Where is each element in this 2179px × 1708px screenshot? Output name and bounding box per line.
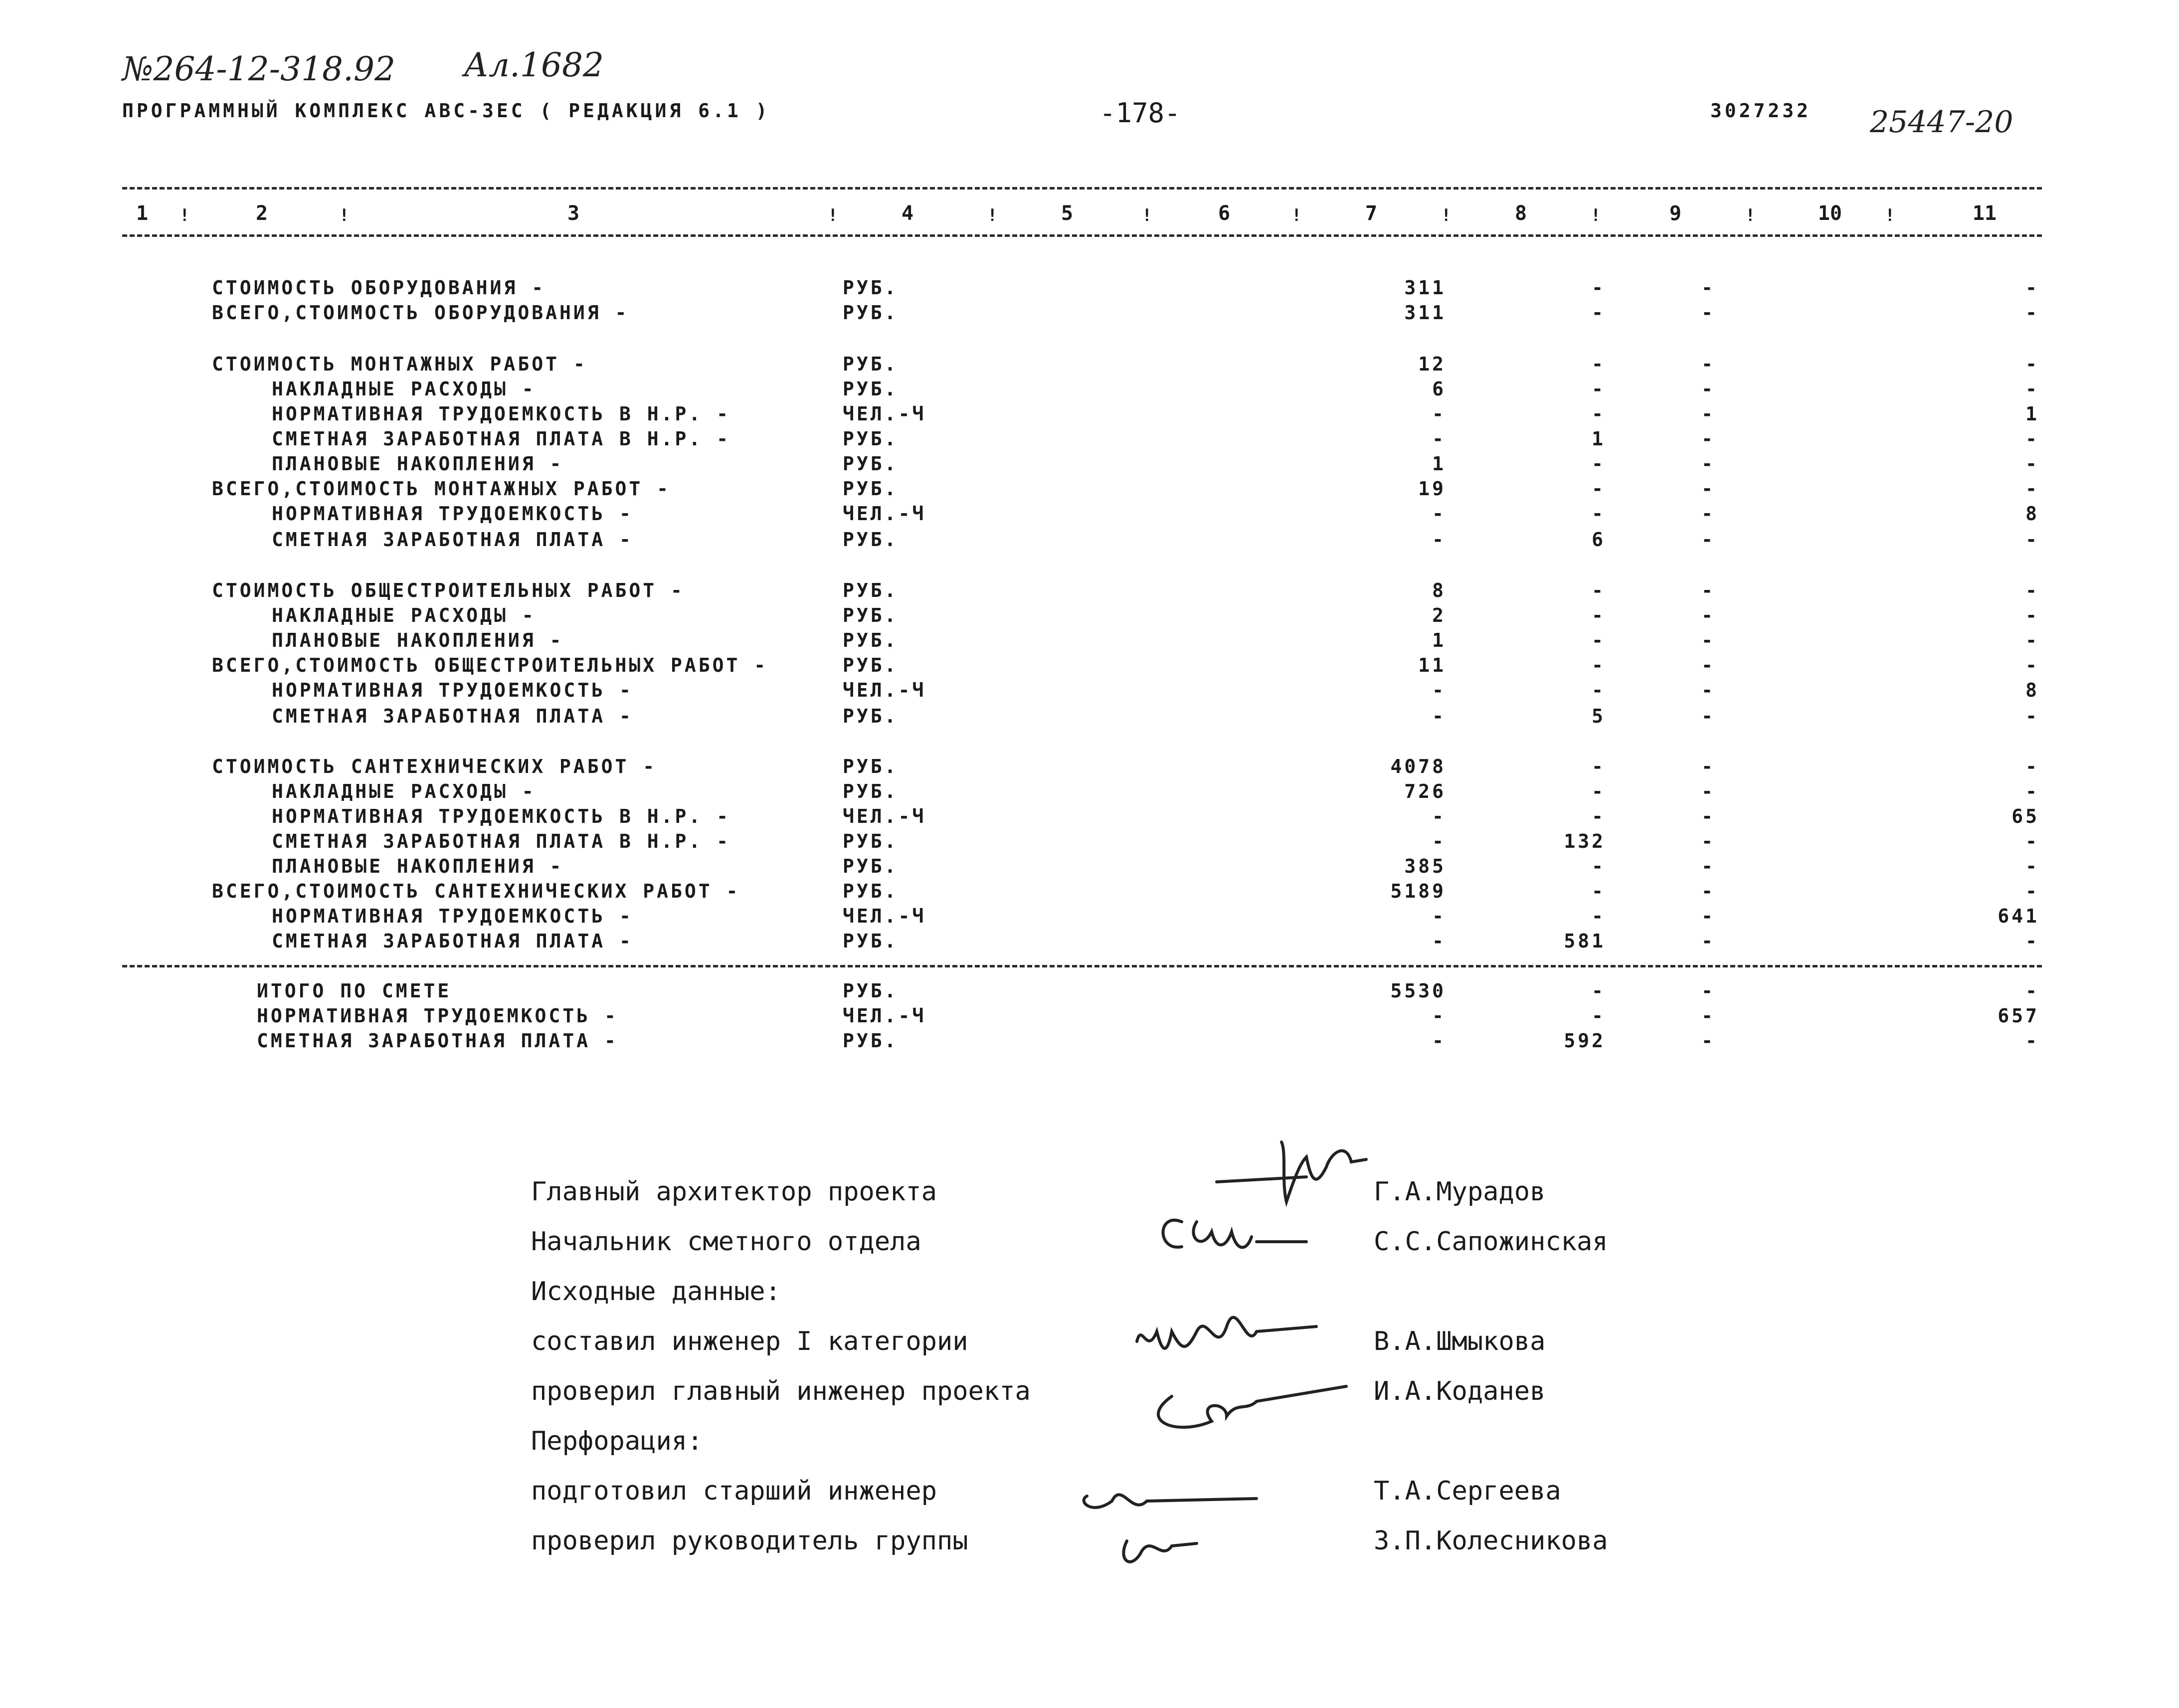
row-unit: РУБ.	[843, 705, 899, 727]
cell-col-9: -	[1701, 1030, 1715, 1052]
page-number: -178-	[1099, 97, 1181, 129]
cell-col-7: 1	[1432, 453, 1446, 475]
cell-col-7: -	[1432, 805, 1446, 827]
cell-col-9: -	[1701, 705, 1715, 727]
table-row	[0, 880, 2179, 905]
cell-col-9: -	[1701, 1005, 1715, 1027]
row-unit: РУБ.	[843, 277, 899, 299]
cell-col-7: -	[1432, 529, 1446, 551]
row-unit: РУБ.	[843, 302, 899, 324]
cell-col-8: -	[1592, 403, 1606, 425]
column-separator: !	[1291, 205, 1302, 225]
cell-col-8: -	[1592, 302, 1606, 324]
cell-col-9: -	[1701, 679, 1715, 701]
row-label: ВСЕГО,СТОИМОСТЬ САНТЕХНИЧЕСКИХ РАБОТ -	[212, 880, 740, 902]
cell-col-8: 132	[1564, 830, 1606, 852]
table-row	[0, 302, 2179, 327]
cell-col-11: -	[2025, 353, 2039, 375]
table-row	[0, 780, 2179, 805]
cell-col-11: -	[2025, 277, 2039, 299]
table-row	[0, 930, 2179, 955]
cell-col-7: 385	[1404, 855, 1446, 877]
cell-col-11: -	[2025, 428, 2039, 450]
cell-col-9: -	[1701, 579, 1715, 601]
row-label: НОРМАТИВНАЯ ТРУДОЕМКОСТЬ -	[272, 503, 633, 525]
table-row	[0, 805, 2179, 830]
signature-role: Перфорация:	[531, 1426, 703, 1456]
row-unit: РУБ.	[843, 855, 899, 877]
cell-col-9: -	[1701, 302, 1715, 324]
row-label: НОРМАТИВНАЯ ТРУДОЕМКОСТЬ -	[257, 1005, 618, 1027]
signature-role: Исходные данные:	[531, 1277, 781, 1307]
column-number-5: 5	[1061, 202, 1074, 225]
cell-col-8: 592	[1564, 1030, 1606, 1052]
column-separator: !	[1441, 205, 1452, 225]
cell-col-11: -	[2025, 529, 2039, 551]
cell-col-11: 1	[2025, 403, 2039, 425]
row-label: ПЛАНОВЫЕ НАКОПЛЕНИЯ -	[272, 629, 564, 651]
row-label: СМЕТНАЯ ЗАРАБОТНАЯ ПЛАТА -	[272, 529, 633, 551]
cell-col-11: -	[2025, 604, 2039, 626]
signature-shmykova-icon	[1137, 1318, 1316, 1348]
signature-muradov-icon	[1217, 1142, 1366, 1202]
column-number-10: 10	[1817, 202, 1842, 225]
column-number-8: 8	[1514, 202, 1527, 225]
row-unit: ЧЕЛ.-Ч	[843, 679, 926, 701]
row-unit: РУБ.	[843, 428, 899, 450]
row-unit: РУБ.	[843, 629, 899, 651]
signature-role: проверил главный инженер проекта	[531, 1376, 1031, 1406]
cell-col-11: -	[2025, 880, 2039, 902]
cell-col-8: 581	[1564, 930, 1606, 952]
cell-col-9: -	[1701, 805, 1715, 827]
row-unit: ЧЕЛ.-Ч	[843, 805, 926, 827]
table-row	[0, 629, 2179, 654]
cell-col-8: -	[1592, 277, 1606, 299]
row-unit: РУБ.	[843, 378, 899, 400]
table-top-rule	[122, 187, 2042, 190]
row-unit: РУБ.	[843, 654, 899, 676]
cell-col-7: -	[1432, 930, 1446, 952]
cell-col-8: 5	[1592, 705, 1606, 727]
row-label: СТОИМОСТЬ МОНТАЖНЫХ РАБОТ -	[212, 353, 587, 375]
row-label: ИТОГО ПО СМЕТЕ	[257, 980, 452, 1002]
cell-col-11: -	[2025, 378, 2039, 400]
cell-col-7: 12	[1418, 353, 1446, 375]
cell-col-11: -	[2025, 830, 2039, 852]
cell-col-7: 6	[1432, 378, 1446, 400]
cell-col-9: -	[1701, 905, 1715, 927]
table-row	[0, 905, 2179, 930]
signature-role: Главный архитектор проекта	[531, 1177, 937, 1207]
cell-col-8: -	[1592, 679, 1606, 701]
cell-col-11: -	[2025, 780, 2039, 802]
cell-col-7: -	[1432, 403, 1446, 425]
column-separator: !	[828, 205, 838, 225]
cell-col-8: -	[1592, 353, 1606, 375]
totals-separator-rule	[122, 965, 2042, 967]
signature-sergeeva-icon	[1084, 1495, 1257, 1508]
column-number-1: 1	[136, 202, 149, 225]
cell-col-7: 311	[1404, 302, 1446, 324]
row-unit: РУБ.	[843, 453, 899, 475]
cell-col-11: 8	[2025, 503, 2039, 525]
cell-col-9: -	[1701, 780, 1715, 802]
signatory-name: В.А.Шмыкова	[1374, 1327, 1546, 1356]
cell-col-7: 8	[1432, 579, 1446, 601]
row-unit: РУБ.	[843, 756, 899, 777]
cell-col-9: -	[1701, 930, 1715, 952]
row-label: НОРМАТИВНАЯ ТРУДОЕМКОСТЬ В Н.Р. -	[272, 805, 730, 827]
cell-col-9: -	[1701, 756, 1715, 777]
column-separator: !	[339, 205, 350, 225]
cell-col-9: -	[1701, 403, 1715, 425]
cell-col-9: -	[1701, 378, 1715, 400]
cell-col-8: -	[1592, 478, 1606, 500]
cell-col-9: -	[1701, 353, 1715, 375]
signature-kolesnikova-icon	[1123, 1541, 1197, 1562]
cell-col-7: 4078	[1390, 756, 1446, 777]
cell-col-11: 641	[1997, 905, 2039, 927]
cell-col-11: -	[2025, 930, 2039, 952]
table-row	[0, 855, 2179, 880]
row-unit: РУБ.	[843, 830, 899, 852]
cell-col-7: 2	[1432, 604, 1446, 626]
column-separator: !	[1591, 205, 1601, 225]
row-unit: РУБ.	[843, 930, 899, 952]
column-separator: !	[180, 205, 190, 225]
cell-col-11: -	[2025, 855, 2039, 877]
cell-col-7: -	[1432, 679, 1446, 701]
cell-col-8: -	[1592, 1005, 1606, 1027]
cell-col-7: -	[1432, 1030, 1446, 1052]
cell-col-11: -	[2025, 705, 2039, 727]
row-label: НОРМАТИВНАЯ ТРУДОЕМКОСТЬ -	[272, 679, 633, 701]
column-number-9: 9	[1669, 202, 1682, 225]
row-label: НАКЛАДНЫЕ РАСХОДЫ -	[272, 378, 536, 400]
handwritten-archive-number: 25447-20	[1870, 105, 2013, 140]
signature-kodanev-icon	[1158, 1386, 1346, 1427]
table-row	[0, 353, 2179, 378]
table-header-rule	[122, 234, 2042, 237]
table-row	[0, 503, 2179, 528]
cell-col-11: 657	[1997, 1005, 2039, 1027]
cell-col-11: -	[2025, 478, 2039, 500]
cell-col-9: -	[1701, 604, 1715, 626]
cell-col-8: -	[1592, 805, 1606, 827]
row-label: СМЕТНАЯ ЗАРАБОТНАЯ ПЛАТА В Н.Р. -	[272, 830, 730, 852]
table-row	[0, 403, 2179, 428]
row-unit: РУБ.	[843, 1030, 899, 1052]
cell-col-7: 726	[1404, 780, 1446, 802]
row-unit: ЧЕЛ.-Ч	[843, 403, 926, 425]
cell-col-9: -	[1701, 629, 1715, 651]
signatory-name: Т.А.Сергеева	[1374, 1476, 1561, 1506]
cell-col-8: -	[1592, 604, 1606, 626]
row-unit: РУБ.	[843, 780, 899, 802]
table-row	[0, 830, 2179, 855]
cell-col-11: -	[2025, 302, 2039, 324]
row-label: НАКЛАДНЫЕ РАСХОДЫ -	[272, 604, 536, 626]
row-unit: РУБ.	[843, 579, 899, 601]
column-number-3: 3	[567, 202, 580, 225]
cell-col-7: -	[1432, 1005, 1446, 1027]
signature-role: подготовил старший инженер	[531, 1476, 937, 1506]
column-number-4: 4	[901, 202, 914, 225]
table-row	[0, 980, 2179, 1005]
row-unit: ЧЕЛ.-Ч	[843, 1005, 926, 1027]
row-label: НАКЛАДНЫЕ РАСХОДЫ -	[272, 780, 536, 802]
column-separator: !	[987, 205, 998, 225]
row-label: СМЕТНАЯ ЗАРАБОТНАЯ ПЛАТА В Н.Р. -	[272, 428, 730, 450]
row-label: ПЛАНОВЫЕ НАКОПЛЕНИЯ -	[272, 855, 564, 877]
table-row	[0, 378, 2179, 403]
signatory-name: И.А.Коданев	[1374, 1376, 1546, 1406]
cell-col-9: -	[1701, 855, 1715, 877]
cell-col-8: -	[1592, 579, 1606, 601]
cell-col-7: 11	[1418, 654, 1446, 676]
cell-col-7: -	[1432, 428, 1446, 450]
cell-col-7: -	[1432, 705, 1446, 727]
table-row	[0, 679, 2179, 704]
row-label: СТОИМОСТЬ ОБОРУДОВАНИЯ -	[212, 277, 546, 299]
cell-col-11: -	[2025, 453, 2039, 475]
table-row	[0, 654, 2179, 679]
cell-col-8: -	[1592, 780, 1606, 802]
row-unit: ЧЕЛ.-Ч	[843, 503, 926, 525]
cell-col-9: -	[1701, 453, 1715, 475]
table-row	[0, 428, 2179, 453]
table-row	[0, 705, 2179, 730]
row-unit: РУБ.	[843, 880, 899, 902]
column-separator: !	[1885, 205, 1895, 225]
cell-col-7: 5189	[1390, 880, 1446, 902]
cell-col-7: -	[1432, 905, 1446, 927]
cell-col-7: -	[1432, 503, 1446, 525]
table-row	[0, 453, 2179, 478]
table-row	[0, 478, 2179, 503]
cell-col-11: -	[2025, 654, 2039, 676]
cell-col-11: -	[2025, 980, 2039, 1002]
cell-col-11: 65	[2011, 805, 2039, 827]
cell-col-9: -	[1701, 478, 1715, 500]
cell-col-8: -	[1592, 855, 1606, 877]
row-unit: РУБ.	[843, 604, 899, 626]
cell-col-11: -	[2025, 756, 2039, 777]
signature-role: Начальник сметного отдела	[531, 1227, 921, 1257]
cell-col-8: -	[1592, 980, 1606, 1002]
cell-col-9: -	[1701, 529, 1715, 551]
cell-col-11: -	[2025, 579, 2039, 601]
cell-col-7: -	[1432, 830, 1446, 852]
cell-col-9: -	[1701, 830, 1715, 852]
cell-col-9: -	[1701, 880, 1715, 902]
row-label: НОРМАТИВНАЯ ТРУДОЕМКОСТЬ -	[272, 905, 633, 927]
cell-col-7: 5530	[1390, 980, 1446, 1002]
row-unit: РУБ.	[843, 478, 899, 500]
cell-col-8: -	[1592, 453, 1606, 475]
table-row	[0, 756, 2179, 780]
signature-sapozhinskaya-icon	[1163, 1220, 1307, 1248]
column-number-2: 2	[255, 202, 268, 225]
row-label: СМЕТНАЯ ЗАРАБОТНАЯ ПЛАТА -	[272, 930, 633, 952]
cell-col-11: -	[2025, 629, 2039, 651]
row-label: ВСЕГО,СТОИМОСТЬ ОБОРУДОВАНИЯ -	[212, 302, 629, 324]
cell-col-8: -	[1592, 756, 1606, 777]
cell-col-7: 19	[1418, 478, 1446, 500]
column-separator: !	[1142, 205, 1152, 225]
program-title: ПРОГРАММНЫЙ КОМПЛЕКС АВС-ЗЕС ( РЕДАКЦИЯ 6.1 )	[122, 100, 770, 122]
row-unit: РУБ.	[843, 353, 899, 375]
signatory-name: З.П.Колесникова	[1374, 1526, 1608, 1556]
signature-marks	[1047, 1122, 1396, 1571]
cell-col-8: -	[1592, 378, 1606, 400]
signature-role: составил инженер I категории	[531, 1327, 968, 1356]
column-separator: !	[1745, 205, 1756, 225]
cell-col-8: -	[1592, 905, 1606, 927]
table-row	[0, 1030, 2179, 1055]
row-label: СТОИМОСТЬ САНТЕХНИЧЕСКИХ РАБОТ -	[212, 756, 657, 777]
table-row	[0, 579, 2179, 604]
signatory-name: Г.А.Мурадов	[1374, 1177, 1546, 1207]
cell-col-8: -	[1592, 503, 1606, 525]
row-label: НОРМАТИВНАЯ ТРУДОЕМКОСТЬ В Н.Р. -	[272, 403, 730, 425]
cell-col-9: -	[1701, 980, 1715, 1002]
row-label: ВСЕГО,СТОИМОСТЬ ОБЩЕСТРОИТЕЛЬНЫХ РАБОТ -	[212, 654, 768, 676]
cell-col-9: -	[1701, 428, 1715, 450]
row-label: ВСЕГО,СТОИМОСТЬ МОНТАЖНЫХ РАБОТ -	[212, 478, 671, 500]
document-code: 3027232	[1710, 100, 1812, 122]
cell-col-7: 1	[1432, 629, 1446, 651]
cell-col-11: 8	[2025, 679, 2039, 701]
table-row	[0, 604, 2179, 629]
row-label: СМЕТНАЯ ЗАРАБОТНАЯ ПЛАТА -	[257, 1030, 618, 1052]
row-label: СМЕТНАЯ ЗАРАБОТНАЯ ПЛАТА -	[272, 705, 633, 727]
table-row	[0, 529, 2179, 554]
cell-col-7: 311	[1404, 277, 1446, 299]
table-row	[0, 1005, 2179, 1030]
table-row	[0, 277, 2179, 302]
handwritten-sheet-number: Ал.1682	[464, 46, 604, 84]
column-number-11: 11	[1972, 202, 1997, 225]
row-unit: РУБ.	[843, 980, 899, 1002]
cell-col-9: -	[1701, 503, 1715, 525]
row-label: СТОИМОСТЬ ОБЩЕСТРОИТЕЛЬНЫХ РАБОТ -	[212, 579, 685, 601]
cell-col-8: -	[1592, 629, 1606, 651]
column-number-6: 6	[1218, 202, 1231, 225]
cell-col-9: -	[1701, 277, 1715, 299]
signatory-name: С.С.Сапожинская	[1374, 1227, 1608, 1257]
cell-col-9: -	[1701, 654, 1715, 676]
cell-col-8: -	[1592, 654, 1606, 676]
cell-col-8: 6	[1592, 529, 1606, 551]
column-number-7: 7	[1365, 202, 1378, 225]
cell-col-11: -	[2025, 1030, 2039, 1052]
row-unit: ЧЕЛ.-Ч	[843, 905, 926, 927]
row-label: ПЛАНОВЫЕ НАКОПЛЕНИЯ -	[272, 453, 564, 475]
row-unit: РУБ.	[843, 529, 899, 551]
cell-col-8: 1	[1592, 428, 1606, 450]
signature-role: проверил руководитель группы	[531, 1526, 968, 1556]
cell-col-8: -	[1592, 880, 1606, 902]
handwritten-doc-number: №264-12-318.92	[122, 50, 395, 88]
